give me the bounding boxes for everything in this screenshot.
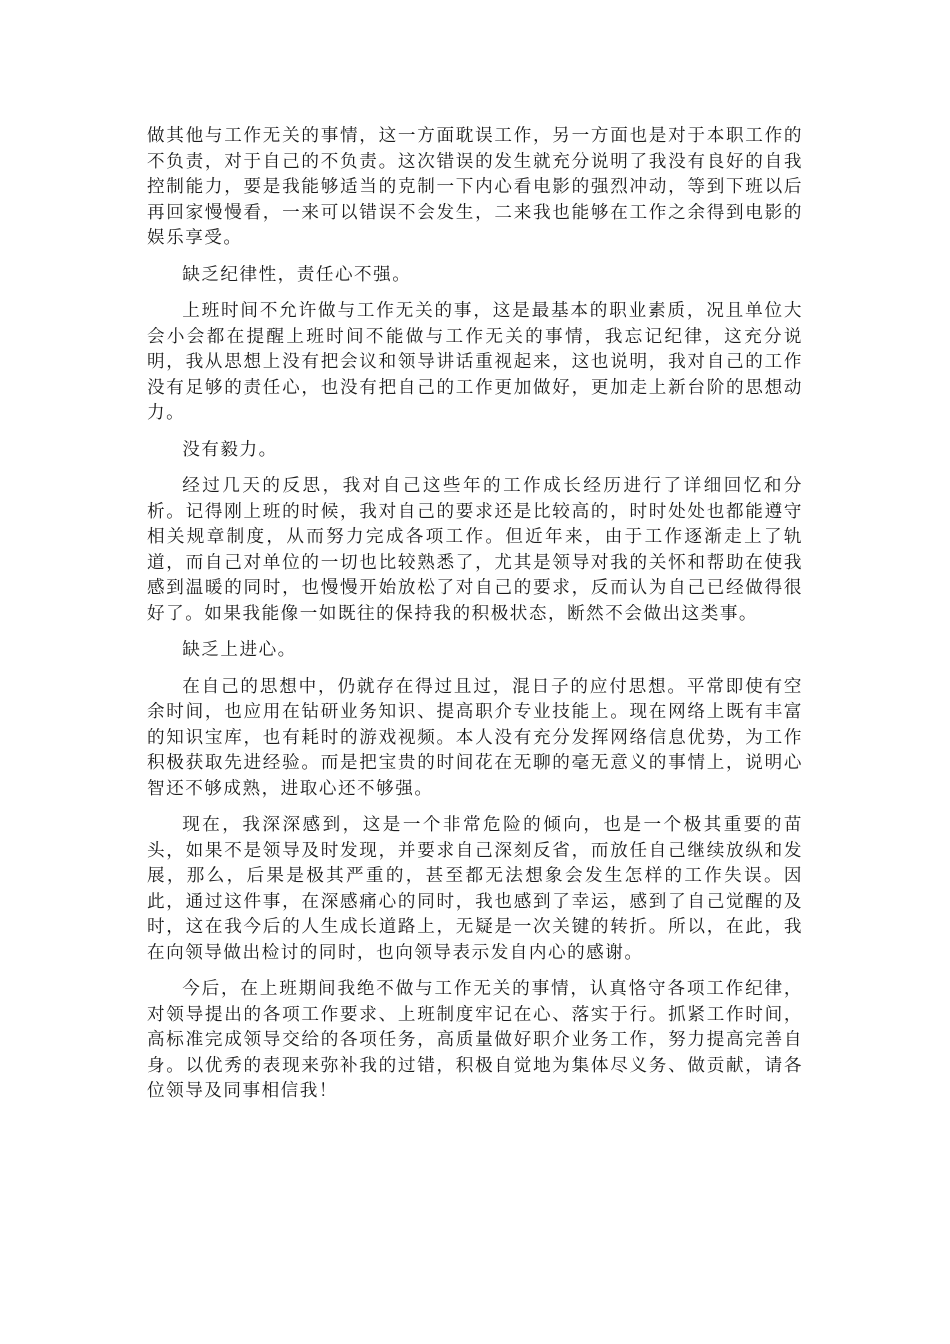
paragraph-reflection: 现在，我深深感到，这是一个非常危险的倾向，也是一个极其重要的苗头，如果不是领导及时发现，并要求自己深刻反省，而放任自己继续放纵和发展，那么，后果是极其严重的，甚至都无法想象会发生怎样的工作失误。因此，通过这件事，在深感痛心的同时，我也感到了幸运，感到了自己觉醒的及时，这在我今后的人生成长道路上，无疑是一次关键的转折。所以，在此，我在向领导做出检讨的同时，也向领导表示发自内心的感谢。 bbox=[147, 815, 803, 963]
paragraph-continuation: 做其他与工作无关的事情，这一方面耽误工作，另一方面也是对于本职工作的不负责，对于自己的不负责。这次错误的发生就充分说明了我没有良好的自我控制能力，要是我能够适当的克制一下内心看电影的强烈冲动，等到下班以后再回家慢慢看，一来可以错误不会发生，二来我也能够在工作之余得到电影的娱乐享受。 bbox=[147, 126, 803, 248]
paragraph-perseverance: 经过几天的反思，我对自己这些年的工作成长经历进行了详细回忆和分析。记得刚上班的时候，我对自己的要求还是比较高的，时时处处也都能遵守相关规章制度，从而努力完成各项工作。但近年来，由于工作逐渐走上了轨道，而自己对单位的一切也比较熟悉了，尤其是领导对我的关怀和帮助在使我感到温暖的同时，也慢慢开始放松了对自己的要求，反而认为自己已经做得很好了。如果我能像一如既往的保持我的积极状态，断然不会做出这类事。 bbox=[147, 476, 803, 624]
paragraph-discipline: 上班时间不允许做与工作无关的事，这是最基本的职业素质，况且单位大会小会都在提醒上班时间不能做与工作无关的事情，我忘记纪律，这充分说明，我从思想上没有把会议和领导讲话重视起来，这也说明，我对自己的工作没有足够的责任心，也没有把自己的工作更加做好，更加走上新台阶的思想动力。 bbox=[147, 301, 803, 423]
section-heading-discipline: 缺乏纪律性，责任心不强。 bbox=[182, 264, 412, 285]
section-heading-motivation: 缺乏上进心。 bbox=[182, 640, 297, 660]
section-heading-perseverance: 没有毅力。 bbox=[182, 439, 278, 460]
paragraph-commitment: 今后，在上班期间我绝不做与工作无关的事情，认真恪守各项工作纪律，对领导提出的各项工作要求、上班制度牢记在心、落实于行。抓紧工作时间，高标准完成领导交给的各项任务，高质量做好职介业务工作，努力提高完善自身。以优秀的表现来弥补我的过错，积极自觉地为集体尽义务、做贡献，请各位领导及同事相信我！ bbox=[147, 979, 803, 1101]
paragraph-motivation: 在自己的思想中，仍就存在得过且过，混日子的应付思想。平常即使有空余时间，也应用在钻研业务知识、提高职介专业技能上。现在网络上既有丰富的知识宝库，也有耗时的游戏视频。本人没有充分发挥网络信息优势，为工作积极获取先进经验。而是把宝贵的时间花在无聊的毫无意义的事情上，说明心智还不够成熟，进取心还不够强。 bbox=[147, 676, 803, 799]
document-body bbox=[147, 124, 803, 1116]
